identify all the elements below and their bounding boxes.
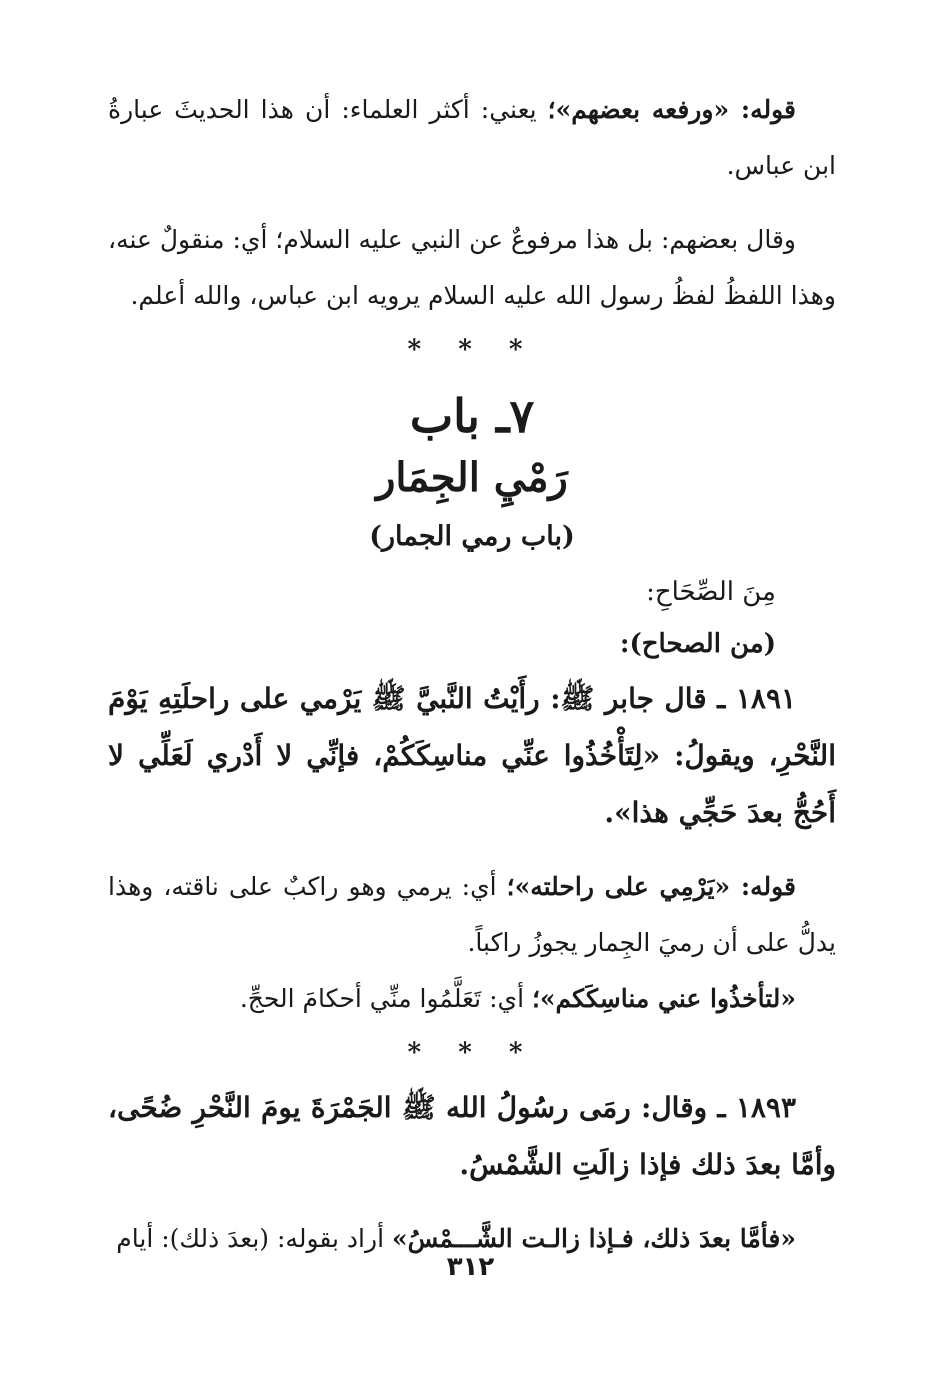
section-heading-vowelled: مِنَ الصِّحَاحِ: — [646, 577, 776, 607]
commentary-text: أي: يرمي وهو راكبٌ على ناقته، وهذا يدلُّ على أن رميَ الجِمار يجوزُ راكباً. — [108, 872, 836, 957]
section-separator: * * * — [407, 1038, 537, 1068]
commentary-text: أراد بقوله: (بعدَ ذلك): أيام — [116, 1224, 392, 1253]
commentary-paragraph — [108, 82, 836, 194]
quoted-phrase: قوله: «ورفعه بعضهم»؛ — [547, 95, 797, 124]
quoted-phrase: قوله: «يَرْمِي على راحلته»؛ — [506, 872, 796, 901]
commentary-text: أي: تَعَلَّمُوا منِّي أحكامَ الحجِّ. — [239, 984, 532, 1013]
chapter-subtitle: (باب رمي الجمار) — [369, 521, 575, 552]
hadith-text: ١٨٩١ ـ قال جابر ﷺ: رأَيْتُ النَّبيَّ ﷺ يَرْمي على راحلَتِهِ يَوْمَ النَّحْرِ، ويقولُ: «لِتَأْخُذُوا عنِّي مناسِكَكُمْ، فإنِّي لا أَدْري لَعَلِّي لا أَحُجُّ بعدَ حَجِّي هذا». — [108, 682, 836, 829]
section-separator: * * * — [407, 335, 537, 365]
quoted-phrase: «لتأخذُوا عني مناسِكَكم»؛ — [531, 984, 796, 1013]
chapter-title: رَمْيِ الجِمَار — [376, 454, 568, 501]
page-body — [108, 82, 836, 1302]
quoted-phrase: «فأمَّا بعدَ ذلك، فـإذا زالـت الشَّـــمْسُ» — [391, 1224, 796, 1253]
section-heading-plain: (من الصحاح): — [619, 629, 776, 659]
commentary-paragraph — [108, 859, 836, 971]
page-number: ٣١٢ — [446, 1252, 495, 1282]
hadith-text: ١٨٩٣ ـ وقال: رمَى رسُولُ الله ﷺ الجَمْرَةَ يومَ النَّحْرِ ضُحًى، وأمَّا بعدَ ذلك فإذا زالَتِ الشَّمْسُ. — [108, 1091, 836, 1181]
commentary-text: يعني: أكثر العلماء: أن هذا الحديثَ عبارةُ ابن عباس. — [108, 95, 836, 180]
commentary-paragraph — [108, 971, 836, 1027]
chapter-number: ٧ـ باب — [409, 389, 535, 443]
commentary-paragraph: وقال بعضهم: بل هذا مرفوعٌ عن النبي عليه السلام؛ أي: منقولٌ عنه، وهذا اللفظُ لفظُ رسول الله عليه السلام يرويه ابن عباس، والله أعلم. — [108, 225, 836, 310]
